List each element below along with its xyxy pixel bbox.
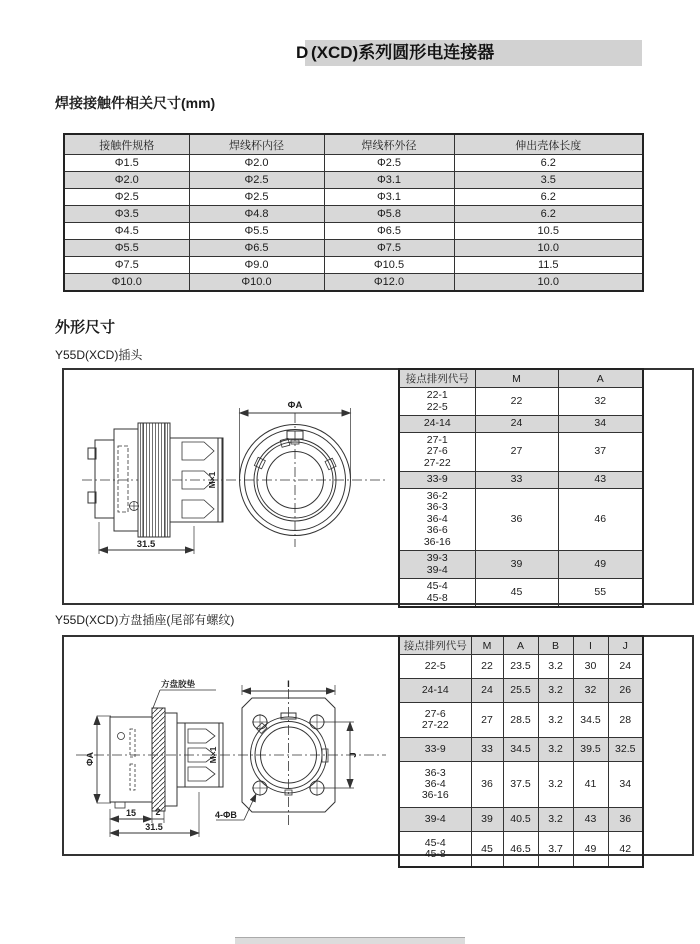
column-header: M — [471, 636, 503, 655]
socket-plate-dim-label: 2 — [155, 807, 161, 817]
table-cell: Φ3.1 — [324, 189, 454, 206]
table-cell: 34 — [558, 416, 643, 433]
table-cell: Φ6.5 — [189, 240, 324, 257]
table-row — [399, 679, 643, 703]
plug-table-header — [399, 369, 643, 388]
table-cell: 39-4 — [399, 808, 471, 832]
table-cell: 36-3 36-4 36-16 — [399, 762, 471, 808]
table-row — [64, 189, 643, 206]
table-row — [399, 703, 643, 738]
socket-dimensions-table — [398, 635, 644, 868]
solder-table-header — [64, 134, 643, 155]
table-cell: Φ2.5 — [324, 155, 454, 172]
table-row — [399, 432, 643, 472]
plug-drawing — [64, 370, 454, 603]
table-cell: 27 — [475, 432, 558, 472]
column-header: A — [558, 369, 643, 388]
socket-body-dim-label: 15 — [125, 808, 137, 818]
plug-thread-label: M×1 — [207, 471, 217, 489]
header-row — [64, 134, 643, 155]
table-cell: 32 — [573, 679, 608, 703]
page-title: (XCD)系列圆形电连接器 — [311, 43, 495, 62]
table-row — [64, 274, 643, 292]
header-clipped-prefix: D — [296, 43, 309, 62]
table-cell: Φ7.5 — [64, 257, 189, 274]
plug-length-dim-label: 31.5 — [136, 539, 156, 550]
table-cell: 6.2 — [454, 155, 643, 172]
table-cell: 49 — [573, 832, 608, 868]
column-header: I — [573, 636, 608, 655]
table-cell: 24 — [608, 655, 643, 679]
table-cell: 33 — [471, 738, 503, 762]
table-cell: 34 — [608, 762, 643, 808]
socket-total-dim-label: 31.5 — [145, 822, 163, 832]
column-header: 焊线杯内径 — [189, 134, 324, 155]
table-cell: 37.5 — [503, 762, 538, 808]
page-header-bar — [296, 40, 642, 66]
table-cell: 39-3 39-4 — [399, 551, 475, 579]
solder-table-body — [64, 155, 643, 292]
table-cell: 46 — [558, 488, 643, 551]
table-cell: 45 — [471, 832, 503, 868]
table-cell: 55 — [558, 579, 643, 608]
plug-dimensions-table — [398, 368, 644, 608]
table-cell: 10.0 — [454, 240, 643, 257]
table-cell: 34.5 — [503, 738, 538, 762]
table-cell: 32 — [558, 388, 643, 416]
column-header: A — [503, 636, 538, 655]
column-header: 焊线杯外径 — [324, 134, 454, 155]
plug-side-view — [88, 423, 223, 554]
table-cell: 39 — [475, 551, 558, 579]
column-header: 伸出壳体长度 — [454, 134, 643, 155]
table-row — [399, 488, 643, 551]
table-cell: Φ2.0 — [64, 172, 189, 189]
table-cell: 36 — [475, 488, 558, 551]
table-row — [399, 808, 643, 832]
table-cell: 3.2 — [538, 703, 573, 738]
table-cell: 27-1 27-6 27-22 — [399, 432, 475, 472]
table-cell: Φ10.0 — [189, 274, 324, 292]
socket-table-body — [399, 655, 643, 868]
table-cell: Φ5.5 — [64, 240, 189, 257]
table-cell: 10.0 — [454, 274, 643, 292]
table-cell: 24-14 — [399, 679, 471, 703]
table-cell: 3.5 — [454, 172, 643, 189]
table-cell: 34.5 — [573, 703, 608, 738]
table-row — [64, 155, 643, 172]
table-cell: 39 — [471, 808, 503, 832]
table-row — [399, 472, 643, 489]
table-cell: 28.5 — [503, 703, 538, 738]
socket-figure-label: Y55D(XCD)方盘插座(尾部有螺纹) — [55, 613, 235, 627]
table-cell: 23.5 — [503, 655, 538, 679]
table-cell: 42 — [608, 832, 643, 868]
plug-figure-label: Y55D(XCD)插头 — [55, 348, 143, 362]
socket-thread-label: M×1 — [208, 746, 218, 764]
socket-holes-label: 4-ΦB — [215, 810, 237, 820]
table-cell: Φ12.0 — [324, 274, 454, 292]
table-cell: 24 — [475, 416, 558, 433]
table-cell: 3.2 — [538, 679, 573, 703]
table-cell: 46.5 — [503, 832, 538, 868]
table-cell: 36-2 36-3 36-4 36-6 36-16 — [399, 488, 475, 551]
table-cell: 36 — [608, 808, 643, 832]
table-cell: Φ1.5 — [64, 155, 189, 172]
table-cell: 10.5 — [454, 223, 643, 240]
table-cell: 22-5 — [399, 655, 471, 679]
table-cell: Φ4.5 — [64, 223, 189, 240]
table-row — [399, 832, 643, 868]
table-cell: 6.2 — [454, 189, 643, 206]
plug-front-view — [240, 408, 351, 547]
table-cell: Φ5.5 — [189, 223, 324, 240]
outline-section-heading: 外形尺寸 — [55, 319, 116, 336]
column-header: 接点排列代号 — [399, 636, 471, 655]
table-cell: 24-14 — [399, 416, 475, 433]
table-cell: 49 — [558, 551, 643, 579]
table-cell: 37 — [558, 432, 643, 472]
table-cell: 45-4 45-8 — [399, 832, 471, 868]
footer-banner — [235, 937, 465, 944]
socket-hole-span-label: J — [348, 752, 359, 758]
column-header: 接点排列代号 — [399, 369, 475, 388]
table-cell: 36 — [471, 762, 503, 808]
table-cell: 43 — [558, 472, 643, 489]
table-row — [399, 388, 643, 416]
table-cell: 28 — [608, 703, 643, 738]
table-cell: 6.2 — [454, 206, 643, 223]
table-row — [64, 223, 643, 240]
table-cell: 33-9 — [399, 738, 471, 762]
table-cell: 22 — [475, 388, 558, 416]
table-cell: 33 — [475, 472, 558, 489]
socket-gasket-label: 方盘胶垫 — [161, 679, 196, 689]
table-cell: Φ9.0 — [189, 257, 324, 274]
table-cell: Φ5.8 — [324, 206, 454, 223]
table-cell: Φ6.5 — [324, 223, 454, 240]
table-cell: 33-9 — [399, 472, 475, 489]
column-header: J — [608, 636, 643, 655]
table-cell: 41 — [573, 762, 608, 808]
table-cell: Φ2.5 — [64, 189, 189, 206]
table-cell: 11.5 — [454, 257, 643, 274]
table-row — [399, 762, 643, 808]
table-cell: 45 — [475, 579, 558, 608]
table-cell: 3.2 — [538, 738, 573, 762]
table-row — [64, 206, 643, 223]
table-cell: Φ7.5 — [324, 240, 454, 257]
table-cell: 30 — [573, 655, 608, 679]
table-cell: Φ2.0 — [189, 155, 324, 172]
table-cell: 22-1 22-5 — [399, 388, 475, 416]
table-cell: Φ2.5 — [189, 189, 324, 206]
table-row — [399, 416, 643, 433]
table-cell: 43 — [573, 808, 608, 832]
table-cell: 24 — [471, 679, 503, 703]
table-cell: 22 — [471, 655, 503, 679]
table-row — [399, 738, 643, 762]
table-cell: 3.7 — [538, 832, 573, 868]
table-row — [64, 172, 643, 189]
header-row — [399, 636, 643, 655]
table-cell: 45-4 45-8 — [399, 579, 475, 608]
table-row — [64, 240, 643, 257]
table-cell: 3.2 — [538, 808, 573, 832]
plug-table-body — [399, 388, 643, 608]
column-header: 接触件规格 — [64, 134, 189, 155]
table-cell: Φ3.1 — [324, 172, 454, 189]
table-row — [399, 579, 643, 608]
socket-table-header — [399, 636, 643, 655]
table-cell: Φ10.0 — [64, 274, 189, 292]
table-cell: Φ10.5 — [324, 257, 454, 274]
socket-drawing — [64, 637, 454, 854]
solder-section-heading: 焊接接触件相关尺寸(mm) — [55, 95, 216, 111]
table-cell: 25.5 — [503, 679, 538, 703]
socket-diameter-dim-label: ΦA — [85, 752, 95, 766]
table-cell: 26 — [608, 679, 643, 703]
table-cell: Φ3.5 — [64, 206, 189, 223]
table-cell: 3.2 — [538, 762, 573, 808]
table-cell: Φ4.8 — [189, 206, 324, 223]
plug-diameter-dim-label: ΦA — [287, 400, 303, 411]
table-cell: 3.2 — [538, 655, 573, 679]
table-row — [399, 655, 643, 679]
table-cell: 32.5 — [608, 738, 643, 762]
socket-flange-width-label: I — [287, 679, 290, 690]
table-row — [399, 551, 643, 579]
table-row — [64, 257, 643, 274]
table-cell: Φ2.5 — [189, 172, 324, 189]
table-cell: 27-6 27-22 — [399, 703, 471, 738]
table-cell: 27 — [471, 703, 503, 738]
column-header: M — [475, 369, 558, 388]
table-cell: 40.5 — [503, 808, 538, 832]
solder-dimensions-table — [63, 133, 644, 292]
column-header: B — [538, 636, 573, 655]
table-cell: 39.5 — [573, 738, 608, 762]
header-row — [399, 369, 643, 388]
